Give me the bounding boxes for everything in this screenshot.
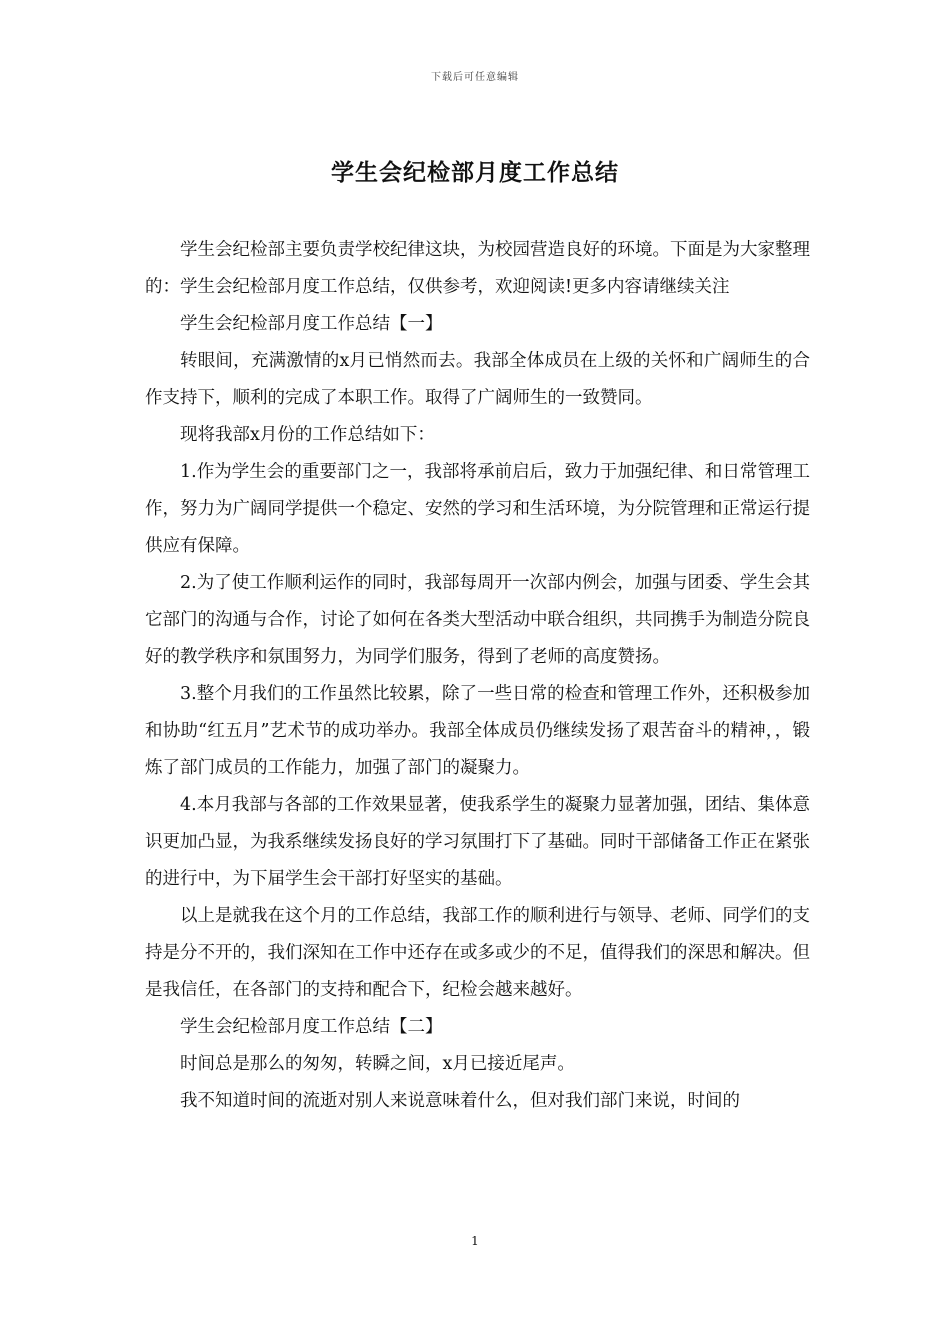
header-note: 下载后可任意编辑: [431, 72, 519, 83]
list-item-4: 4.本月我部与各部的工作效果显著，使我系学生的凝聚力显著加强，团结、集体意识更加凸显，为我系继续发扬良好的学习氛围打下了基础。同时干部储备工作正在紧张的进行中，为下届学生会干部打好坚实的基础。: [145, 795, 810, 889]
section-heading-two: 学生会纪检部月度工作总结【二】: [180, 1017, 443, 1037]
paragraph: 我不知道时间的流逝对别人来说意味着什么，但对我们部门来说，时间的: [180, 1091, 740, 1111]
section-heading-one: 学生会纪检部月度工作总结【一】: [180, 314, 443, 334]
list-item-2: 2.为了使工作顺利运作的同时，我部每周开一次部内例会，加强与团委、学生会其它部门的沟通与合作，讨论了如何在各类大型活动中联合组织，共同携手为制造分院良好的教学秩序和氛围努力，为同学们服务，得到了老师的高度赞扬。: [145, 573, 810, 667]
paragraph-intro: 学生会纪检部主要负责学校纪律这块，为校园营造良好的环境。下面是为大家整理的：学生会纪检部月度工作总结，仅供参考，欢迎阅读!更多内容请继续关注: [145, 240, 810, 297]
document-title: 学生会纪检部月度工作总结: [331, 159, 619, 186]
list-item-1: 1.作为学生会的重要部门之一，我部将承前启后，致力于加强纪律、和日常管理工作，努力为广阔同学提供一个稳定、安然的学习和生活环境，为分院管理和正常运行提供应有保障。: [145, 462, 810, 556]
paragraph: 时间总是那么的匆匆，转瞬之间，x月已接近尾声。: [180, 1054, 575, 1074]
page-number: 1: [471, 1234, 479, 1248]
paragraph: 现将我部x月份的工作总结如下：: [180, 425, 435, 445]
document-body: [145, 232, 810, 1120]
paragraph-conclusion: 以上是就我在这个月的工作总结，我部工作的顺利进行与领导、老师、同学们的支持是分不开的，我们深知在工作中还存在或多或少的不足，值得我们的深思和解决。但是我信任，在各部门的支持和配合下，纪检会越来越好。: [145, 906, 810, 1000]
list-item-3: 3.整个月我们的工作虽然比较累，除了一些日常的检查和管理工作外，还积极参加和协助“红五月”艺术节的成功举办。我部全体成员仍继续发扬了艰苦奋斗的精神，，锻炼了部门成员的工作能力，加强了部门的凝聚力。: [145, 684, 810, 778]
paragraph: 转眼间，充满激情的x月已悄然而去。我部全体成员在上级的关怀和广阔师生的合作支持下，顺利的完成了本职工作。取得了广阔师生的一致赞同。: [145, 351, 810, 408]
